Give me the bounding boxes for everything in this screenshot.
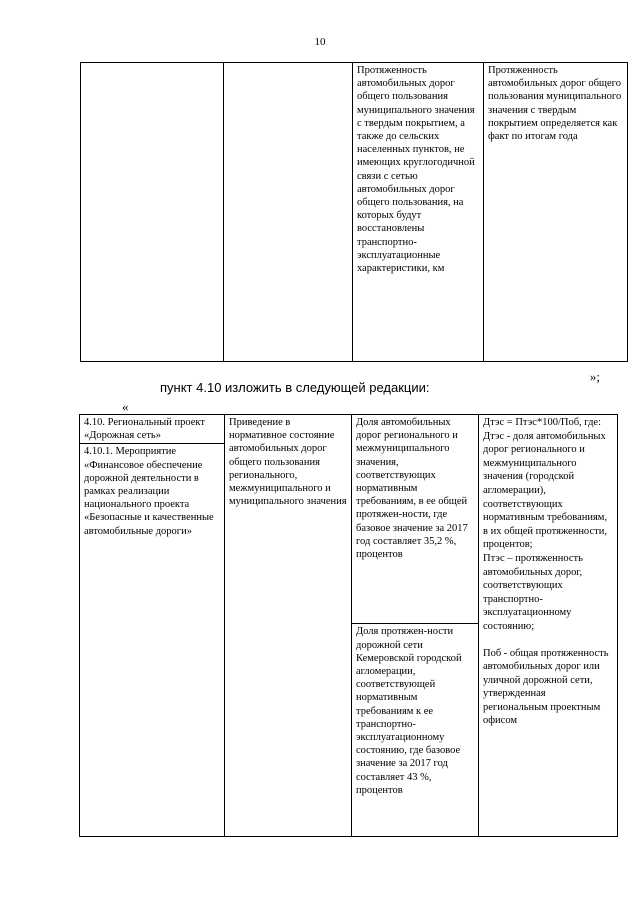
table-row [80, 415, 618, 444]
page-number: 10 [314, 36, 326, 48]
spacer [483, 634, 613, 647]
measure-cell: 4.10.1. Мероприятие «Финансовое обеспечение дорожной деятельности в рамках реализации национального проекта «Безопасные и качественные автомобильные дороги» [80, 444, 225, 837]
calculation-method-cell [479, 415, 618, 837]
closing-quote: »; [589, 369, 600, 384]
section-4-10-table [79, 414, 618, 837]
table-row [81, 63, 628, 362]
table1-cell-method: Протяженность автомобильных дорог общего пользования муниципального значения с твердым покрытием определяется как факт по итогам года [484, 63, 628, 362]
formula-text: Дтэс = Птэс*100/Поб, где: [483, 417, 601, 428]
definition-ptes: Птэс – протяженность автомобильных дорог, соответствующих транспортно-эксплуатационному состоянию; [483, 552, 583, 632]
section-title-cell: 4.10. Региональный проект «Дорожная сеть» [80, 415, 225, 444]
table1-cell-indicator: Протяженность автомобильных дорог общего пользования муниципального значения с твердым покрытием, а также до сельских населенных пунктов, не имеющих круглогодичной связи с сетью автомобильных дорог общего пользования, на которых будут восстановлены транспортно-эксплуатационные характеристики, км [353, 63, 484, 362]
opening-quote: « [122, 399, 129, 414]
definition-dtes: Дтэс - доля автомобильных дорог регионального и межмуниципального значения (городской агломерации), соответствующих нормативным требованиям, в их общей протяженности, процентов; [483, 430, 608, 551]
table1-cell-activity [81, 63, 224, 362]
definition-pob: Поб - общая протяженность автомобильных дорог или уличной дорожной сети, утвержденная региональным проектным офисом [483, 647, 609, 727]
table1-cell-goal [224, 63, 353, 362]
continued-indicators-table [80, 62, 628, 362]
amendment-instruction: пункт 4.10 изложить в следующей редакции: [160, 380, 430, 395]
goal-cell: Приведение в нормативное состояние автомобильных дорог общего пользования регионального, межмуниципального и муниципального значения [225, 415, 352, 837]
indicator-road-share-cell: Доля автомобильных дорог регионального и межмуниципального значения, соответствующих нормативным требованиям, в ее общей протяжен-ности, где базовое значение за 2017 год составляет 35,2 %, процентов [352, 415, 479, 624]
indicator-agglomeration-cell: Доля протяжен-ности дорожной сети Кемеровской городской агломерации, соответствующей нормативным требованиям к ее транспортно-эксплуатационному состоянию, где базовое значение за 2017 год составляет 43 %, процентов [352, 624, 479, 837]
